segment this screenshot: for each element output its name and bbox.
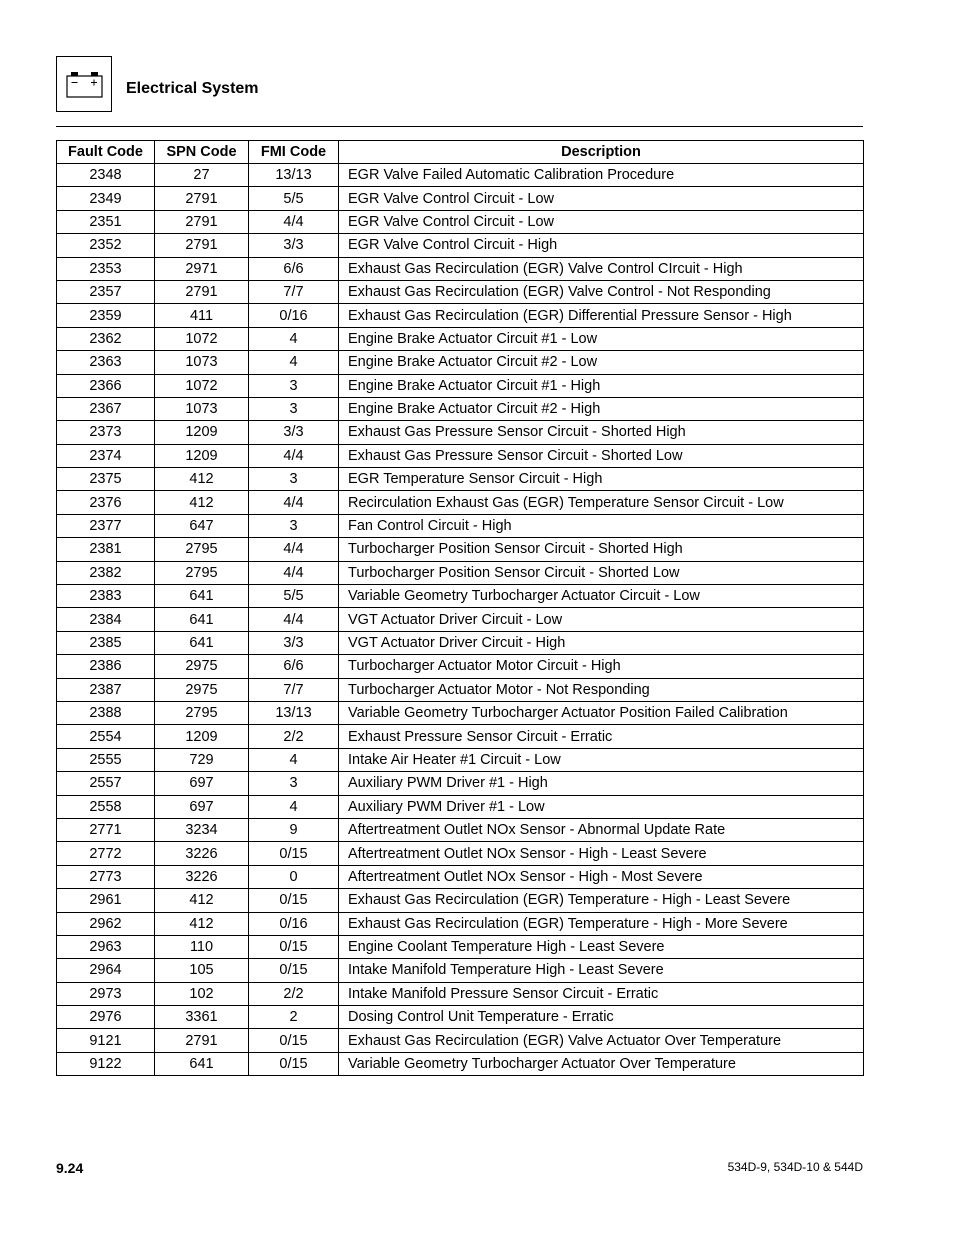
table-row [57,491,864,514]
fmi-code-cell: 4 [249,795,339,818]
table-row [57,608,864,631]
fmi-code-cell: 6/6 [249,655,339,678]
fmi-code-cell: 13/13 [249,164,339,187]
fault-code-cell: 2557 [57,772,155,795]
fault-code-cell: 2377 [57,514,155,537]
fmi-code-cell: 9 [249,818,339,841]
spn-code-cell: 412 [155,912,249,935]
fault-code-cell: 2961 [57,889,155,912]
table-row [57,187,864,210]
fmi-code-cell: 3 [249,514,339,537]
table-row [57,374,864,397]
description-cell: Fan Control Circuit - High [339,514,864,537]
spn-code-cell: 2975 [155,655,249,678]
description-cell: Aftertreatment Outlet NOx Sensor - High - Least Severe [339,842,864,865]
fmi-code-cell: 0 [249,865,339,888]
spn-code-cell: 697 [155,795,249,818]
spn-code-cell: 1072 [155,374,249,397]
description-cell: Exhaust Gas Pressure Sensor Circuit - Shorted High [339,421,864,444]
table-row [57,631,864,654]
fmi-code-cell: 4/4 [249,608,339,631]
fault-code-cell: 2352 [57,234,155,257]
description-cell: Turbocharger Position Sensor Circuit - Shorted High [339,538,864,561]
description-cell: Engine Brake Actuator Circuit #1 - High [339,374,864,397]
table-row [57,678,864,701]
table-row [57,421,864,444]
table-header-row [57,141,864,164]
fault-code-cell: 2976 [57,1006,155,1029]
fmi-code-cell: 6/6 [249,257,339,280]
fmi-code-cell: 3 [249,397,339,420]
spn-code-cell: 411 [155,304,249,327]
fault-code-cell: 2964 [57,959,155,982]
fault-code-cell: 2962 [57,912,155,935]
spn-code-cell: 3226 [155,842,249,865]
model-reference: 534D-9, 534D-10 & 544D [727,1160,863,1174]
fmi-code-cell: 4/4 [249,538,339,561]
table-row [57,959,864,982]
description-cell: Exhaust Gas Recirculation (EGR) Temperature - High - Least Severe [339,889,864,912]
fault-code-cell: 2386 [57,655,155,678]
fault-code-cell: 2383 [57,585,155,608]
fmi-code-cell: 3/3 [249,421,339,444]
fault-code-cell: 2771 [57,818,155,841]
battery-icon [57,57,113,113]
fmi-code-cell: 3/3 [249,631,339,654]
spn-code-cell: 2791 [155,187,249,210]
fault-code-cell: 2384 [57,608,155,631]
column-header-fault-code: Fault Code [57,141,155,164]
description-cell: Variable Geometry Turbocharger Actuator Position Failed Calibration [339,701,864,724]
fmi-code-cell: 0/15 [249,889,339,912]
section-icon-box [56,56,112,112]
fmi-code-cell: 4/4 [249,561,339,584]
fault-code-cell: 2773 [57,865,155,888]
description-cell: Exhaust Gas Recirculation (EGR) Valve Control CIrcuit - High [339,257,864,280]
fault-code-cell: 2963 [57,935,155,958]
column-header-description: Description [339,141,864,164]
spn-code-cell: 641 [155,608,249,631]
spn-code-cell: 2795 [155,701,249,724]
spn-code-cell: 697 [155,772,249,795]
table-row [57,701,864,724]
table-row [57,795,864,818]
fmi-code-cell: 0/15 [249,1029,339,1052]
description-cell: Auxiliary PWM Driver #1 - High [339,772,864,795]
description-cell: VGT Actuator Driver Circuit - High [339,631,864,654]
fault-code-cell: 9122 [57,1052,155,1075]
fault-code-cell: 2353 [57,257,155,280]
fault-code-cell: 2359 [57,304,155,327]
spn-code-cell: 1073 [155,351,249,374]
table-row [57,210,864,233]
table-row [57,164,864,187]
spn-code-cell: 2791 [155,1029,249,1052]
fault-code-cell: 2973 [57,982,155,1005]
table-row [57,982,864,1005]
fault-code-cell: 2555 [57,748,155,771]
spn-code-cell: 641 [155,1052,249,1075]
fault-code-cell: 2349 [57,187,155,210]
spn-code-cell: 2791 [155,210,249,233]
description-cell: Intake Manifold Pressure Sensor Circuit - Erratic [339,982,864,1005]
spn-code-cell: 1072 [155,327,249,350]
fmi-code-cell: 5/5 [249,187,339,210]
fmi-code-cell: 7/7 [249,678,339,701]
description-cell: EGR Valve Failed Automatic Calibration Procedure [339,164,864,187]
header-divider [56,126,863,127]
page-number: 9.24 [56,1160,84,1176]
description-cell: VGT Actuator Driver Circuit - Low [339,608,864,631]
spn-code-cell: 1209 [155,421,249,444]
table-row [57,280,864,303]
table-row [57,772,864,795]
spn-code-cell: 641 [155,631,249,654]
fault-code-cell: 2363 [57,351,155,374]
spn-code-cell: 105 [155,959,249,982]
table-row [57,889,864,912]
spn-code-cell: 647 [155,514,249,537]
description-cell: Exhaust Gas Pressure Sensor Circuit - Shorted Low [339,444,864,467]
fault-code-cell: 2362 [57,327,155,350]
table-row [57,514,864,537]
description-cell: Aftertreatment Outlet NOx Sensor - High - Most Severe [339,865,864,888]
description-cell: Engine Brake Actuator Circuit #1 - Low [339,327,864,350]
spn-code-cell: 110 [155,935,249,958]
fault-code-cell: 2772 [57,842,155,865]
description-cell: Exhaust Gas Recirculation (EGR) Differential Pressure Sensor - High [339,304,864,327]
fault-code-cell: 2348 [57,164,155,187]
spn-code-cell: 3361 [155,1006,249,1029]
table-row [57,865,864,888]
fmi-code-cell: 4/4 [249,210,339,233]
description-cell: Exhaust Gas Recirculation (EGR) Temperature - High - More Severe [339,912,864,935]
description-cell: Exhaust Pressure Sensor Circuit - Erratic [339,725,864,748]
fmi-code-cell: 0/15 [249,935,339,958]
table-row [57,327,864,350]
spn-code-cell: 412 [155,889,249,912]
fault-code-cell: 9121 [57,1029,155,1052]
spn-code-cell: 2795 [155,538,249,561]
description-cell: Turbocharger Position Sensor Circuit - Shorted Low [339,561,864,584]
fmi-code-cell: 3 [249,374,339,397]
fault-code-cell: 2351 [57,210,155,233]
fmi-code-cell: 3 [249,772,339,795]
fault-code-cell: 2388 [57,701,155,724]
table-row [57,725,864,748]
description-cell: Variable Geometry Turbocharger Actuator Circuit - Low [339,585,864,608]
spn-code-cell: 412 [155,491,249,514]
spn-code-cell: 27 [155,164,249,187]
fmi-code-cell: 4 [249,351,339,374]
fmi-code-cell: 0/15 [249,959,339,982]
description-cell: Exhaust Gas Recirculation (EGR) Valve Actuator Over Temperature [339,1029,864,1052]
description-cell: Engine Coolant Temperature High - Least Severe [339,935,864,958]
fmi-code-cell: 2 [249,1006,339,1029]
table-row [57,935,864,958]
fmi-code-cell: 4 [249,748,339,771]
fmi-code-cell: 7/7 [249,280,339,303]
spn-code-cell: 3226 [155,865,249,888]
table-row [57,561,864,584]
fmi-code-cell: 0/15 [249,842,339,865]
spn-code-cell: 1209 [155,444,249,467]
fmi-code-cell: 4/4 [249,444,339,467]
fmi-code-cell: 2/2 [249,725,339,748]
description-cell: Engine Brake Actuator Circuit #2 - High [339,397,864,420]
description-cell: EGR Temperature Sensor Circuit - High [339,468,864,491]
spn-code-cell: 3234 [155,818,249,841]
table-row [57,748,864,771]
description-cell: Intake Manifold Temperature High - Least Severe [339,959,864,982]
description-cell: Turbocharger Actuator Motor Circuit - High [339,655,864,678]
fmi-code-cell: 4 [249,327,339,350]
table-row [57,257,864,280]
fault-code-cell: 2367 [57,397,155,420]
description-cell: EGR Valve Control Circuit - High [339,234,864,257]
description-cell: Variable Geometry Turbocharger Actuator Over Temperature [339,1052,864,1075]
spn-code-cell: 2791 [155,234,249,257]
description-cell: Exhaust Gas Recirculation (EGR) Valve Control - Not Responding [339,280,864,303]
spn-code-cell: 2975 [155,678,249,701]
spn-code-cell: 2795 [155,561,249,584]
fault-code-cell: 2554 [57,725,155,748]
fmi-code-cell: 0/15 [249,1052,339,1075]
description-cell: Turbocharger Actuator Motor - Not Responding [339,678,864,701]
table-row [57,912,864,935]
fault-code-cell: 2366 [57,374,155,397]
fmi-code-cell: 4/4 [249,491,339,514]
table-row [57,397,864,420]
spn-code-cell: 641 [155,585,249,608]
fmi-code-cell: 2/2 [249,982,339,1005]
description-cell: Dosing Control Unit Temperature - Erratic [339,1006,864,1029]
column-header-spn-code: SPN Code [155,141,249,164]
column-header-fmi-code: FMI Code [249,141,339,164]
description-cell: Aftertreatment Outlet NOx Sensor - Abnormal Update Rate [339,818,864,841]
fault-code-cell: 2385 [57,631,155,654]
table-row [57,818,864,841]
fault-code-cell: 2357 [57,280,155,303]
table-row [57,538,864,561]
fmi-code-cell: 3/3 [249,234,339,257]
table-row [57,1029,864,1052]
fmi-code-cell: 13/13 [249,701,339,724]
table-row [57,655,864,678]
table-body [57,164,864,1076]
fault-code-cell: 2375 [57,468,155,491]
spn-code-cell: 412 [155,468,249,491]
fault-code-cell: 2376 [57,491,155,514]
fmi-code-cell: 5/5 [249,585,339,608]
fault-code-cell: 2374 [57,444,155,467]
spn-code-cell: 2971 [155,257,249,280]
fault-code-cell: 2387 [57,678,155,701]
spn-code-cell: 729 [155,748,249,771]
table-row [57,1052,864,1075]
description-cell: EGR Valve Control Circuit - Low [339,187,864,210]
fmi-code-cell: 0/16 [249,912,339,935]
table-row [57,842,864,865]
section-title: Electrical System [126,80,259,97]
description-cell: EGR Valve Control Circuit - Low [339,210,864,233]
description-cell: Intake Air Heater #1 Circuit - Low [339,748,864,771]
fault-code-cell: 2373 [57,421,155,444]
table-row [57,304,864,327]
description-cell: Engine Brake Actuator Circuit #2 - Low [339,351,864,374]
spn-code-cell: 102 [155,982,249,1005]
table-row [57,351,864,374]
table-row [57,234,864,257]
fault-code-cell: 2558 [57,795,155,818]
table-row [57,444,864,467]
fmi-code-cell: 3 [249,468,339,491]
spn-code-cell: 1073 [155,397,249,420]
spn-code-cell: 1209 [155,725,249,748]
table-row [57,585,864,608]
fault-code-table [56,140,864,1076]
table-row [57,468,864,491]
description-cell: Recirculation Exhaust Gas (EGR) Temperature Sensor Circuit - Low [339,491,864,514]
fault-code-cell: 2382 [57,561,155,584]
fmi-code-cell: 0/16 [249,304,339,327]
spn-code-cell: 2791 [155,280,249,303]
description-cell: Auxiliary PWM Driver #1 - Low [339,795,864,818]
fault-code-cell: 2381 [57,538,155,561]
table-row [57,1006,864,1029]
